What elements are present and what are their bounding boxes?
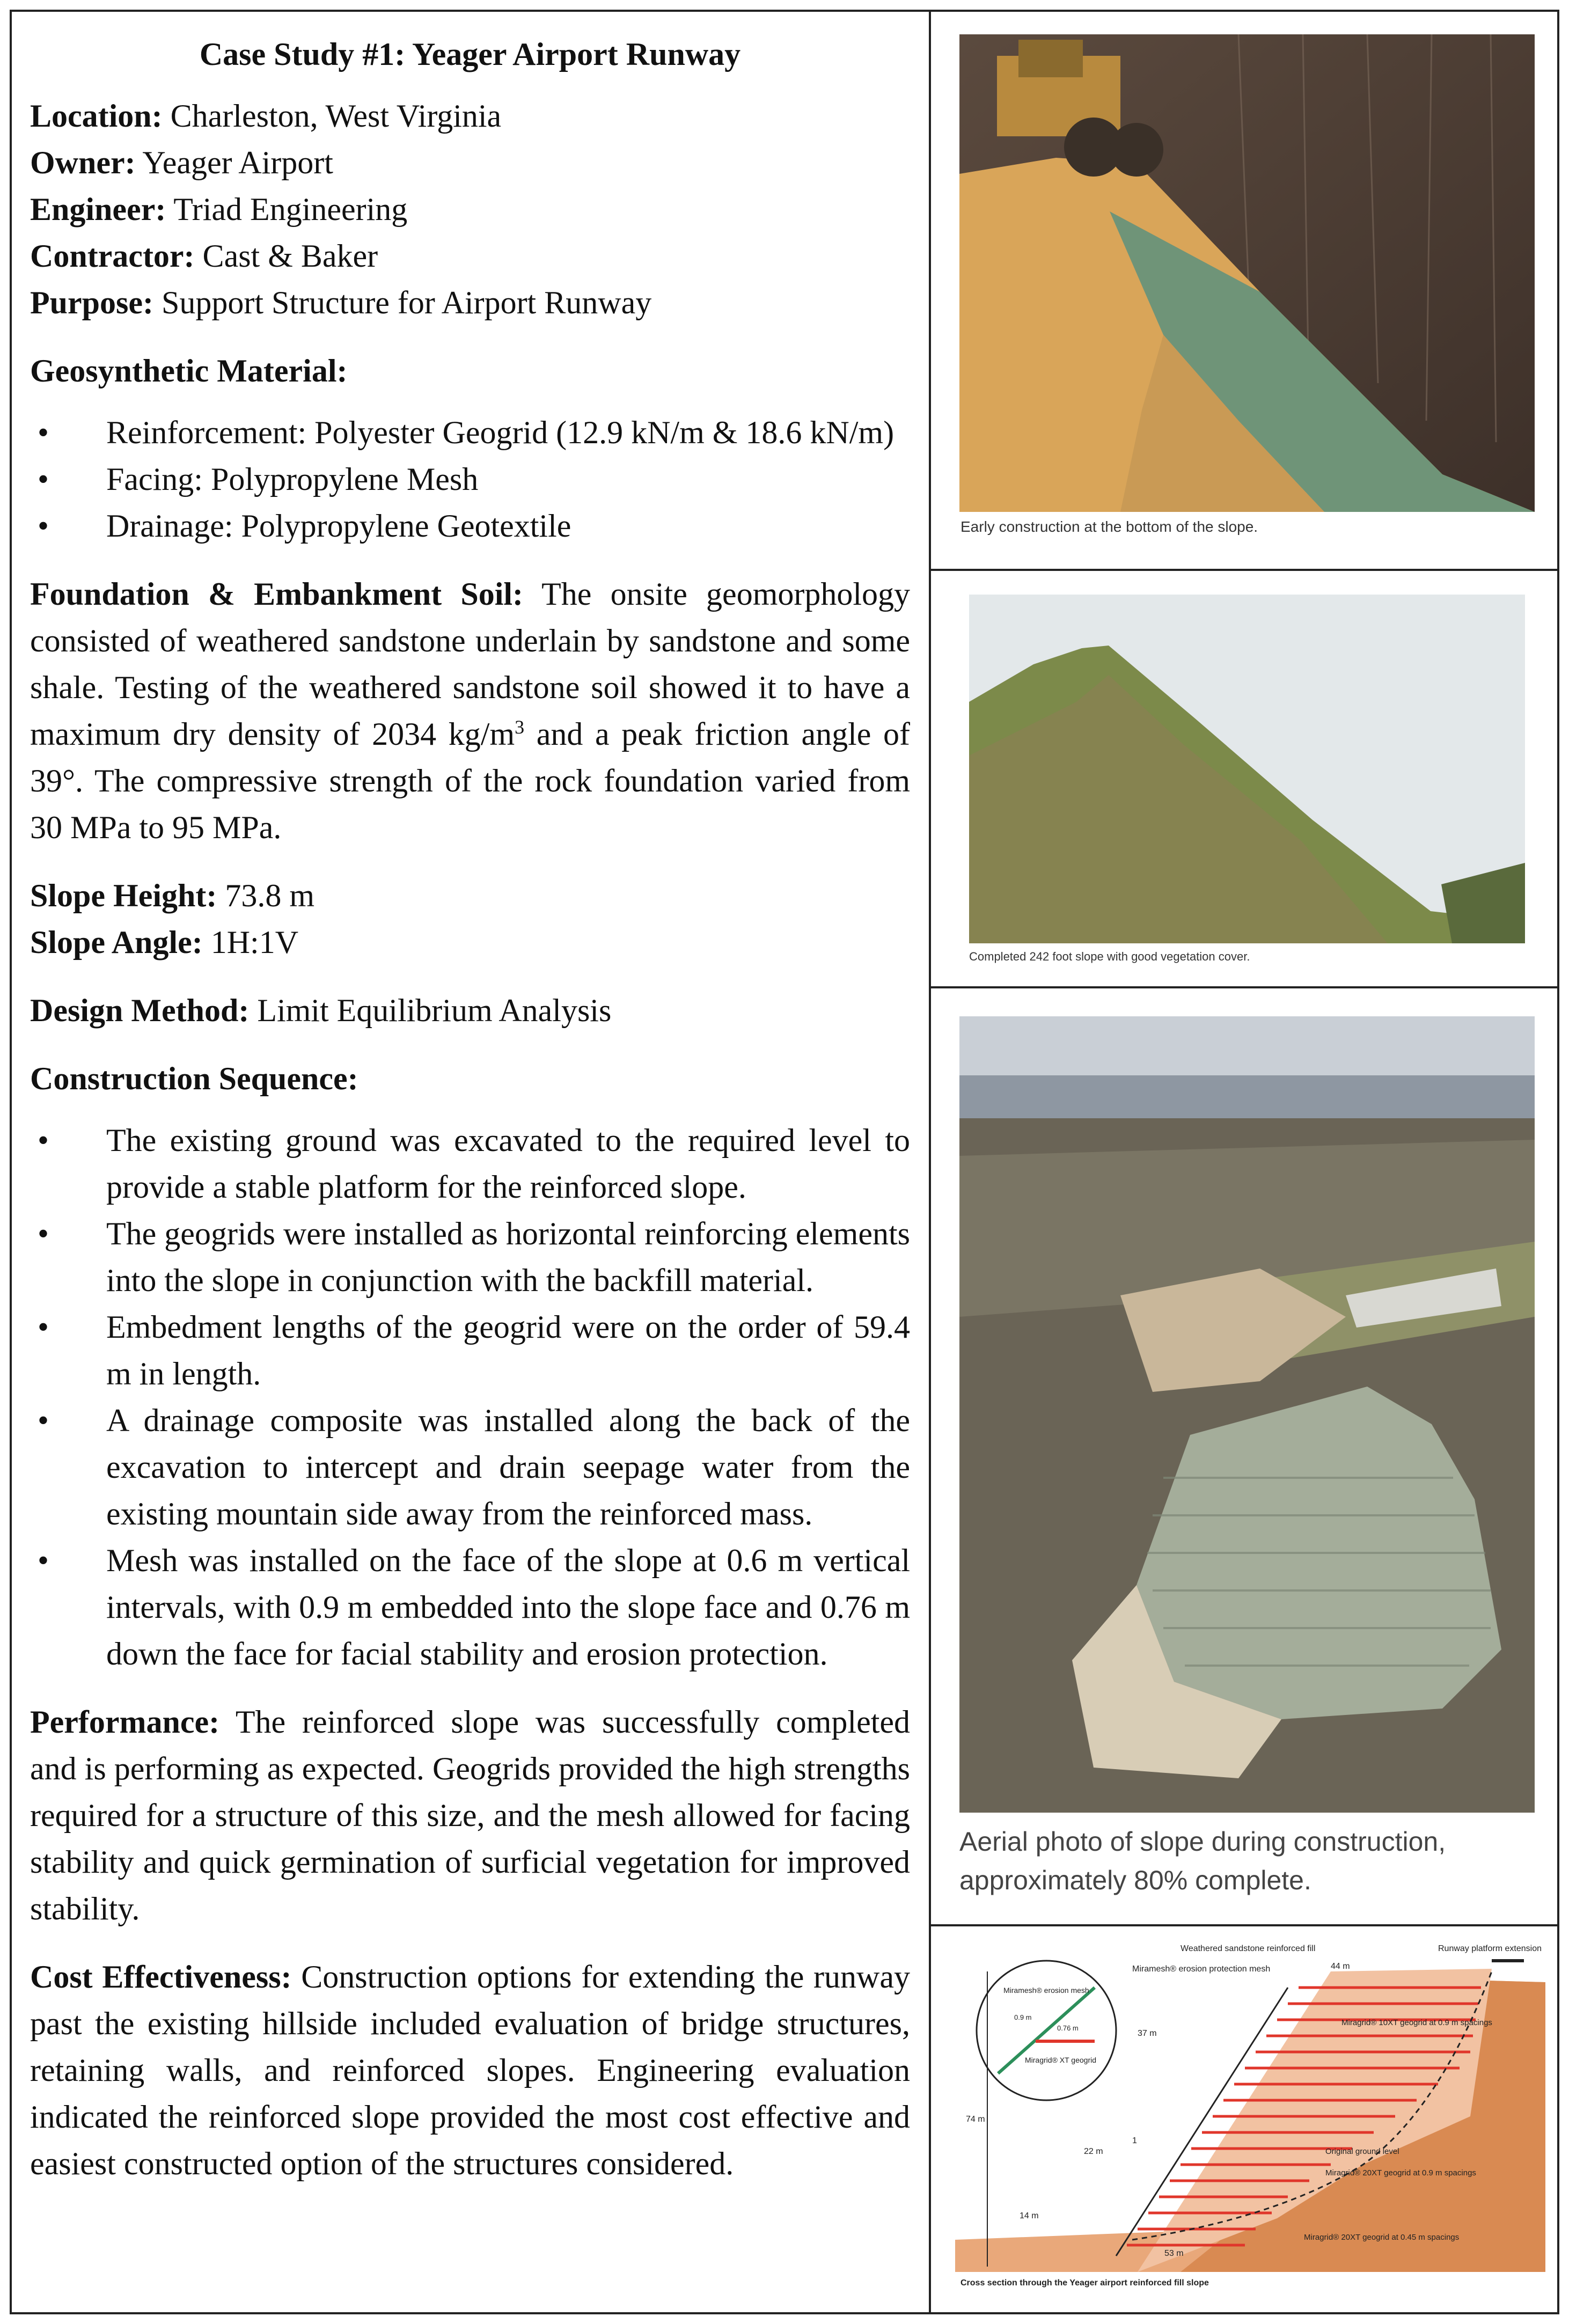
slope-ratio-label: 1 bbox=[1132, 2136, 1137, 2145]
purpose-label: Purpose: bbox=[30, 285, 153, 320]
contractor-line bbox=[30, 233, 910, 280]
performance-label: Performance: bbox=[30, 1704, 220, 1740]
row-divider-1 bbox=[929, 569, 1559, 571]
dim-53: 53 m bbox=[1164, 2249, 1184, 2258]
density-unit-superscript: 3 bbox=[515, 716, 525, 738]
case-study-text bbox=[30, 31, 910, 2209]
list-item: • Mesh was installed on the face of the slope at 0.6 m vertical intervals, with 0.9 m embedded into the slope face and 0.76 m down the face for facial stability and erosion protection. bbox=[30, 1537, 910, 1677]
slope-info bbox=[30, 873, 910, 966]
purpose-value: Support Structure for Airport Runway bbox=[153, 285, 652, 320]
cost-text: Construction options for extending the runway past the existing hillside included evaluation of bridge structures, retaining walls, and reinforced slopes. Engineering evaluation indicated the reinforced slope provided the most cost effective and easiest constructed option of the structures considered. bbox=[30, 1959, 910, 2181]
contractor-label: Contractor: bbox=[30, 238, 195, 274]
cost-label: Cost Effectiveness: bbox=[30, 1959, 292, 1995]
early-construction-illustration bbox=[959, 34, 1535, 512]
list-item: • Reinforcement: Polyester Geogrid (12.9 kN/m & 18.6 kN/m) bbox=[30, 409, 910, 456]
engineer-label: Engineer: bbox=[30, 192, 166, 227]
fig4-caption: Cross section through the Yeager airport reinforced fill slope bbox=[961, 2278, 1209, 2288]
row-divider-2 bbox=[929, 986, 1559, 988]
label-orig: Original ground level bbox=[1325, 2147, 1399, 2156]
dim-076: 0.76 m bbox=[1057, 2024, 1079, 2032]
contractor-value: Cast & Baker bbox=[194, 238, 378, 274]
location-label: Location: bbox=[30, 98, 163, 134]
dim-37: 37 m bbox=[1138, 2029, 1157, 2038]
dim-74: 74 m bbox=[966, 2115, 985, 2124]
list-item: • A drainage composite was installed along the back of the excavation to intercept and drain seepage water from the existing mountain side away from the reinforced mass. bbox=[30, 1397, 910, 1537]
owner-line bbox=[30, 140, 910, 186]
location-value: Charleston, West Virginia bbox=[162, 98, 502, 134]
performance-text: The reinforced slope was successfully completed and is performing as expected. Geogrids provided the high strengths required for a structure of this size, and the mesh allowed for facing stability and quick germination of surficial vegetation for improved stability. bbox=[30, 1704, 910, 1926]
row-divider-3 bbox=[929, 1924, 1559, 1926]
label-runway: Runway platform extension bbox=[1438, 1944, 1542, 1953]
fig3-caption: Aerial photo of slope during construction, approximately 80% complete. bbox=[959, 1827, 1446, 1895]
construction-heading: Construction Sequence: bbox=[30, 1061, 358, 1096]
page-title: Case Study #1: Yeager Airport Runway bbox=[199, 36, 741, 72]
slope-angle-value: 1H:1V bbox=[202, 925, 299, 960]
column-divider bbox=[929, 10, 931, 2314]
aerial-illustration bbox=[959, 1016, 1535, 1813]
fig2-caption: Completed 242 foot slope with good vegetation cover. bbox=[969, 950, 1250, 963]
engineer-value: Triad Engineering bbox=[166, 192, 408, 227]
dim-14: 14 m bbox=[1020, 2211, 1039, 2220]
cross-section-diagram bbox=[955, 1939, 1545, 2290]
owner-label: Owner: bbox=[30, 145, 136, 180]
foundation-paragraph bbox=[30, 571, 910, 851]
completed-slope-illustration bbox=[969, 595, 1525, 943]
list-item: • Facing: Polypropylene Mesh bbox=[30, 456, 910, 503]
list-item: • The geogrids were installed as horizontal reinforcing elements into the slope in conjunction with the backfill material. bbox=[30, 1211, 910, 1304]
label-fill: Weathered sandstone reinforced fill bbox=[1181, 1944, 1316, 1953]
design-value: Limit Equilibrium Analysis bbox=[249, 993, 612, 1028]
label-grid20b: Miragrid® 20XT geogrid at 0.45 m spacings bbox=[1304, 2233, 1460, 2242]
dim-44: 44 m bbox=[1331, 1962, 1350, 1971]
performance-paragraph bbox=[30, 1699, 910, 1932]
engineer-line bbox=[30, 186, 910, 233]
owner-value: Yeager Airport bbox=[135, 145, 333, 180]
geosynthetic-list bbox=[30, 409, 910, 549]
design-line bbox=[30, 987, 910, 1034]
list-item: • Embedment lengths of the geogrid were on the order of 59.4 m in length. bbox=[30, 1304, 910, 1397]
design-method bbox=[30, 987, 910, 1034]
list-item: • The existing ground was excavated to the required level to provide a stable platform for the reinforced slope. bbox=[30, 1117, 910, 1211]
dim-09: 0.9 m bbox=[1014, 2013, 1032, 2021]
photo-aerial-construction bbox=[959, 1016, 1535, 1813]
fig1-caption: Early construction at the bottom of the slope. bbox=[961, 518, 1258, 535]
label-grid20a: Miragrid® 20XT geogrid at 0.9 m spacings bbox=[1325, 2168, 1476, 2178]
photo-early-construction bbox=[959, 34, 1535, 512]
label-grid-detail: Miragrid® XT geogrid bbox=[1025, 2056, 1096, 2064]
foundation-label: Foundation & Embankment Soil: bbox=[30, 576, 524, 612]
slope-height-line bbox=[30, 873, 910, 919]
slope-angle-line bbox=[30, 919, 910, 966]
slope-height-label: Slope Height: bbox=[30, 878, 217, 913]
foundation-text-end: and a peak friction angle of 39°. The compressive strength of the rock foundation varied from 30 MPa to 95 MPa. bbox=[30, 716, 910, 845]
location-line bbox=[30, 93, 910, 140]
project-info bbox=[30, 93, 910, 326]
slope-height-value: 73.8 m bbox=[217, 878, 315, 913]
geosynthetic-heading: Geosynthetic Material: bbox=[30, 353, 348, 388]
slope-angle-label: Slope Angle: bbox=[30, 925, 203, 960]
foundation-text: The onsite geomorphology consisted of weathered sandstone underlain by sandstone and some shale. Testing of the weathered sandstone soil showed it to have a maximum dry density of 2034 kg/m bbox=[30, 576, 911, 752]
label-mesh: Miramesh® erosion protection mesh bbox=[1132, 1964, 1271, 1974]
label-mesh-detail: Miramesh® erosion mesh bbox=[1003, 1986, 1089, 1995]
photo-completed-slope bbox=[969, 595, 1525, 943]
label-grid10: Miragrid® 10XT geogrid at 0.9 m spacings bbox=[1341, 2018, 1492, 2027]
list-item: • Drainage: Polypropylene Geotextile bbox=[30, 503, 910, 549]
purpose-line bbox=[30, 280, 910, 326]
cross-section-svg bbox=[955, 1939, 1545, 2290]
cost-paragraph bbox=[30, 1954, 910, 2187]
dim-22: 22 m bbox=[1084, 2147, 1103, 2156]
construction-list bbox=[30, 1117, 910, 1677]
design-label: Design Method: bbox=[30, 993, 250, 1028]
